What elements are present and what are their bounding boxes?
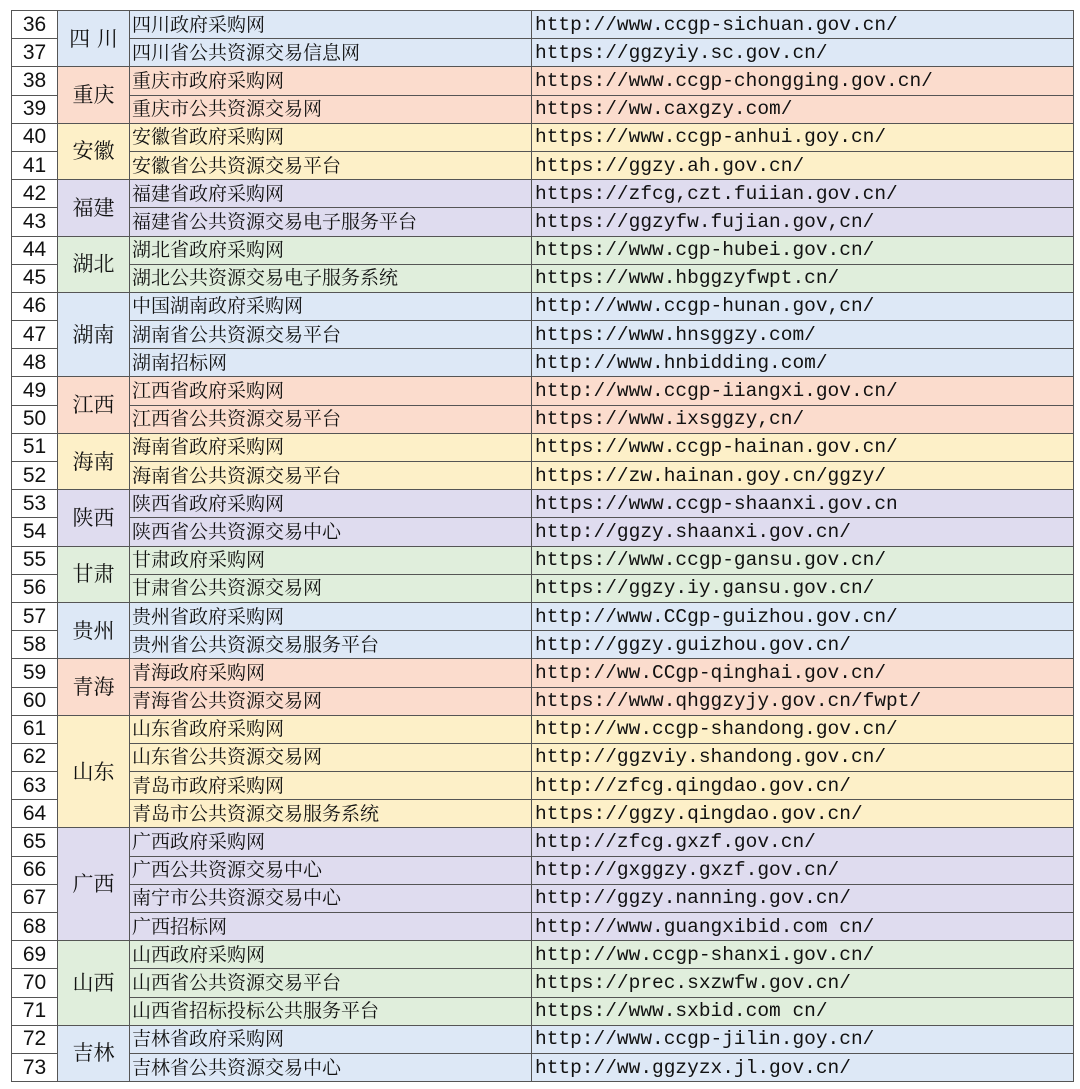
- site-name-cell: 湖南省公共资源交易平台: [130, 321, 532, 349]
- row-number: 36: [12, 11, 58, 39]
- table-row: [12, 659, 1074, 687]
- site-name-cell: 青岛市公共资源交易服务系统: [130, 800, 532, 828]
- province-cell: 陕西: [58, 490, 130, 546]
- row-number: 66: [12, 856, 58, 884]
- site-name-cell: 广西政府采购网: [130, 828, 532, 856]
- site-name-cell: 广西招标网: [130, 913, 532, 941]
- site-url-cell: https://www.cgp-hubei.gov.cn/: [532, 236, 1074, 264]
- site-url-cell: https://www.qhggzyjy.gov.cn/fwpt/: [532, 687, 1074, 715]
- site-url-cell: https://ggzy.iy.gansu.gov.cn/: [532, 574, 1074, 602]
- site-url-cell: https://ggzyfw.fujian.gov,cn/: [532, 208, 1074, 236]
- site-url-cell: http://www.ccgp-iiangxi.gov.cn/: [532, 377, 1074, 405]
- table-row: [12, 180, 1074, 208]
- province-cell: 山西: [58, 941, 130, 1026]
- site-url-cell: https://ggzyiy.sc.gov.cn/: [532, 39, 1074, 67]
- table-row: [12, 546, 1074, 574]
- table-row: [12, 11, 1074, 39]
- site-url-cell: http://www.guangxibid.com cn/: [532, 913, 1074, 941]
- province-cell: 山东: [58, 715, 130, 828]
- site-url-cell: http://ww.ccgp-shandong.gov.cn/: [532, 715, 1074, 743]
- province-cell: 湖北: [58, 236, 130, 292]
- row-number: 56: [12, 574, 58, 602]
- table-row: [12, 772, 1074, 800]
- row-number: 69: [12, 941, 58, 969]
- site-url-cell: http://ggzviy.shandong.gov.cn/: [532, 743, 1074, 771]
- table-row: [12, 433, 1074, 461]
- row-number: 68: [12, 913, 58, 941]
- site-url-cell: http://gxggzy.gxzf.gov.cn/: [532, 856, 1074, 884]
- site-url-cell: http://www.ccgp-jilin.goy.cn/: [532, 1025, 1074, 1053]
- province-cell: 福建: [58, 180, 130, 236]
- site-url-cell: http://www.hnbidding.com/: [532, 349, 1074, 377]
- row-number: 55: [12, 546, 58, 574]
- row-number: 72: [12, 1025, 58, 1053]
- province-cell: 湖南: [58, 292, 130, 377]
- row-number: 70: [12, 969, 58, 997]
- row-number: 73: [12, 1053, 58, 1081]
- site-url-cell: http://zfcg.gxzf.gov.cn/: [532, 828, 1074, 856]
- site-name-cell: 江西省公共资源交易平台: [130, 405, 532, 433]
- row-number: 58: [12, 631, 58, 659]
- row-number: 40: [12, 123, 58, 151]
- province-cell: 青海: [58, 659, 130, 715]
- site-url-cell: http://www.CCgp-guizhou.gov.cn/: [532, 602, 1074, 630]
- site-name-cell: 山东省公共资源交易网: [130, 743, 532, 771]
- province-cell: 贵州: [58, 602, 130, 658]
- table-row: [12, 969, 1074, 997]
- site-url-cell: https://www.hbggzyfwpt.cn/: [532, 264, 1074, 292]
- row-number: 54: [12, 518, 58, 546]
- site-name-cell: 广西公共资源交易中心: [130, 856, 532, 884]
- table-row: [12, 123, 1074, 151]
- row-number: 43: [12, 208, 58, 236]
- row-number: 65: [12, 828, 58, 856]
- site-name-cell: 海南省政府采购网: [130, 433, 532, 461]
- table-row: [12, 39, 1074, 67]
- row-number: 53: [12, 490, 58, 518]
- table-row: [12, 800, 1074, 828]
- table-row: [12, 687, 1074, 715]
- site-url-cell: https://www.ixsggzy,cn/: [532, 405, 1074, 433]
- row-number: 64: [12, 800, 58, 828]
- site-url-cell: http://www.ccgp-sichuan.gov.cn/: [532, 11, 1074, 39]
- site-name-cell: 山西政府采购网: [130, 941, 532, 969]
- row-number: 49: [12, 377, 58, 405]
- site-name-cell: 青海政府采购网: [130, 659, 532, 687]
- site-name-cell: 山西省公共资源交易平台: [130, 969, 532, 997]
- table-row: [12, 67, 1074, 95]
- row-number: 42: [12, 180, 58, 208]
- province-cell: 四 川: [58, 11, 130, 67]
- table-row: [12, 856, 1074, 884]
- table-row: [12, 715, 1074, 743]
- province-cell: 重庆: [58, 67, 130, 123]
- procurement-site-table: [11, 10, 1074, 1082]
- site-name-cell: 吉林省公共资源交易中心: [130, 1053, 532, 1081]
- site-name-cell: 福建省政府采购网: [130, 180, 532, 208]
- table-row: [12, 518, 1074, 546]
- site-name-cell: 江西省政府采购网: [130, 377, 532, 405]
- site-name-cell: 陕西省公共资源交易中心: [130, 518, 532, 546]
- site-name-cell: 吉林省政府采购网: [130, 1025, 532, 1053]
- site-url-cell: https://zw.hainan.goy.cn/ggzy/: [532, 462, 1074, 490]
- row-number: 38: [12, 67, 58, 95]
- site-name-cell: 海南省公共资源交易平台: [130, 462, 532, 490]
- site-url-cell: https://www.ccgp-gansu.gov.cn/: [532, 546, 1074, 574]
- site-url-cell: http://ww.ggzyzx.jl.gov.cn/: [532, 1053, 1074, 1081]
- table-row: [12, 292, 1074, 320]
- row-number: 45: [12, 264, 58, 292]
- row-number: 57: [12, 602, 58, 630]
- table-row: [12, 828, 1074, 856]
- site-name-cell: 福建省公共资源交易电子服务平台: [130, 208, 532, 236]
- site-url-cell: http://ggzy.nanning.gov.cn/: [532, 884, 1074, 912]
- row-number: 41: [12, 151, 58, 179]
- row-number: 61: [12, 715, 58, 743]
- row-number: 44: [12, 236, 58, 264]
- province-cell: 海南: [58, 433, 130, 489]
- site-name-cell: 贵州省政府采购网: [130, 602, 532, 630]
- table-row: [12, 208, 1074, 236]
- table-row: [12, 884, 1074, 912]
- site-name-cell: 贵州省公共资源交易服务平台: [130, 631, 532, 659]
- site-url-cell: https://www.ccgp-shaanxi.gov.cn: [532, 490, 1074, 518]
- site-name-cell: 青海省公共资源交易网: [130, 687, 532, 715]
- row-number: 39: [12, 95, 58, 123]
- table-row: [12, 743, 1074, 771]
- site-name-cell: 青岛市政府采购网: [130, 772, 532, 800]
- row-number: 63: [12, 772, 58, 800]
- table-row: [12, 631, 1074, 659]
- table-row: [12, 349, 1074, 377]
- site-name-cell: 中国湖南政府采购网: [130, 292, 532, 320]
- table-row: [12, 405, 1074, 433]
- site-url-cell: https://prec.sxzwfw.gov.cn/: [532, 969, 1074, 997]
- site-url-cell: http://www.ccgp-hunan.gov,cn/: [532, 292, 1074, 320]
- province-cell: 甘肃: [58, 546, 130, 602]
- site-url-cell: https://www.ccgp-hainan.gov.cn/: [532, 433, 1074, 461]
- row-number: 59: [12, 659, 58, 687]
- province-cell: 安徽: [58, 123, 130, 179]
- row-number: 50: [12, 405, 58, 433]
- row-number: 51: [12, 433, 58, 461]
- site-url-cell: http://ww.ccgp-shanxi.gov.cn/: [532, 941, 1074, 969]
- site-url-cell: https://ggzy.qingdao.gov.cn/: [532, 800, 1074, 828]
- row-number: 46: [12, 292, 58, 320]
- table-row: [12, 1025, 1074, 1053]
- site-name-cell: 四川政府采购网: [130, 11, 532, 39]
- row-number: 67: [12, 884, 58, 912]
- site-name-cell: 安徽省政府采购网: [130, 123, 532, 151]
- site-name-cell: 陕西省政府采购网: [130, 490, 532, 518]
- table-row: [12, 95, 1074, 123]
- table-row: [12, 602, 1074, 630]
- site-name-cell: 甘肃省公共资源交易网: [130, 574, 532, 602]
- site-name-cell: 重庆市公共资源交易网: [130, 95, 532, 123]
- site-url-cell: https://www.sxbid.com cn/: [532, 997, 1074, 1025]
- table-row: [12, 377, 1074, 405]
- row-number: 48: [12, 349, 58, 377]
- site-name-cell: 山西省招标投标公共服务平台: [130, 997, 532, 1025]
- province-cell: 广西: [58, 828, 130, 941]
- province-cell: 吉林: [58, 1025, 130, 1081]
- table-body: [12, 11, 1074, 1082]
- province-cell: 江西: [58, 377, 130, 433]
- table-row: [12, 997, 1074, 1025]
- site-url-cell: http://ww.CCgp-qinghai.gov.cn/: [532, 659, 1074, 687]
- site-url-cell: http://zfcg.qingdao.gov.cn/: [532, 772, 1074, 800]
- site-name-cell: 山东省政府采购网: [130, 715, 532, 743]
- site-url-cell: https://www.hnsggzy.com/: [532, 321, 1074, 349]
- table-row: [12, 462, 1074, 490]
- site-url-cell: https://zfcg,czt.fuiian.gov.cn/: [532, 180, 1074, 208]
- table-row: [12, 264, 1074, 292]
- site-url-cell: https://www.ccgp-chongging.gov.cn/: [532, 67, 1074, 95]
- table-row: [12, 236, 1074, 264]
- row-number: 60: [12, 687, 58, 715]
- site-name-cell: 重庆市政府采购网: [130, 67, 532, 95]
- site-name-cell: 安徽省公共资源交易平台: [130, 151, 532, 179]
- table-row: [12, 941, 1074, 969]
- site-name-cell: 湖南招标网: [130, 349, 532, 377]
- site-name-cell: 南宁市公共资源交易中心: [130, 884, 532, 912]
- site-name-cell: 四川省公共资源交易信息网: [130, 39, 532, 67]
- row-number: 71: [12, 997, 58, 1025]
- table-row: [12, 913, 1074, 941]
- site-url-cell: http://ggzy.guizhou.gov.cn/: [532, 631, 1074, 659]
- site-url-cell: https://ww.caxgzy.com/: [532, 95, 1074, 123]
- row-number: 47: [12, 321, 58, 349]
- table-row: [12, 321, 1074, 349]
- row-number: 62: [12, 743, 58, 771]
- site-url-cell: https://ggzy.ah.gov.cn/: [532, 151, 1074, 179]
- table-row: [12, 1053, 1074, 1081]
- table-row: [12, 574, 1074, 602]
- site-name-cell: 湖北公共资源交易电子服务系统: [130, 264, 532, 292]
- site-name-cell: 甘肃政府采购网: [130, 546, 532, 574]
- site-name-cell: 湖北省政府采购网: [130, 236, 532, 264]
- site-url-cell: https://www.ccgp-anhui.goy.cn/: [532, 123, 1074, 151]
- row-number: 37: [12, 39, 58, 67]
- table-row: [12, 151, 1074, 179]
- table-row: [12, 490, 1074, 518]
- row-number: 52: [12, 462, 58, 490]
- site-url-cell: http://ggzy.shaanxi.gov.cn/: [532, 518, 1074, 546]
